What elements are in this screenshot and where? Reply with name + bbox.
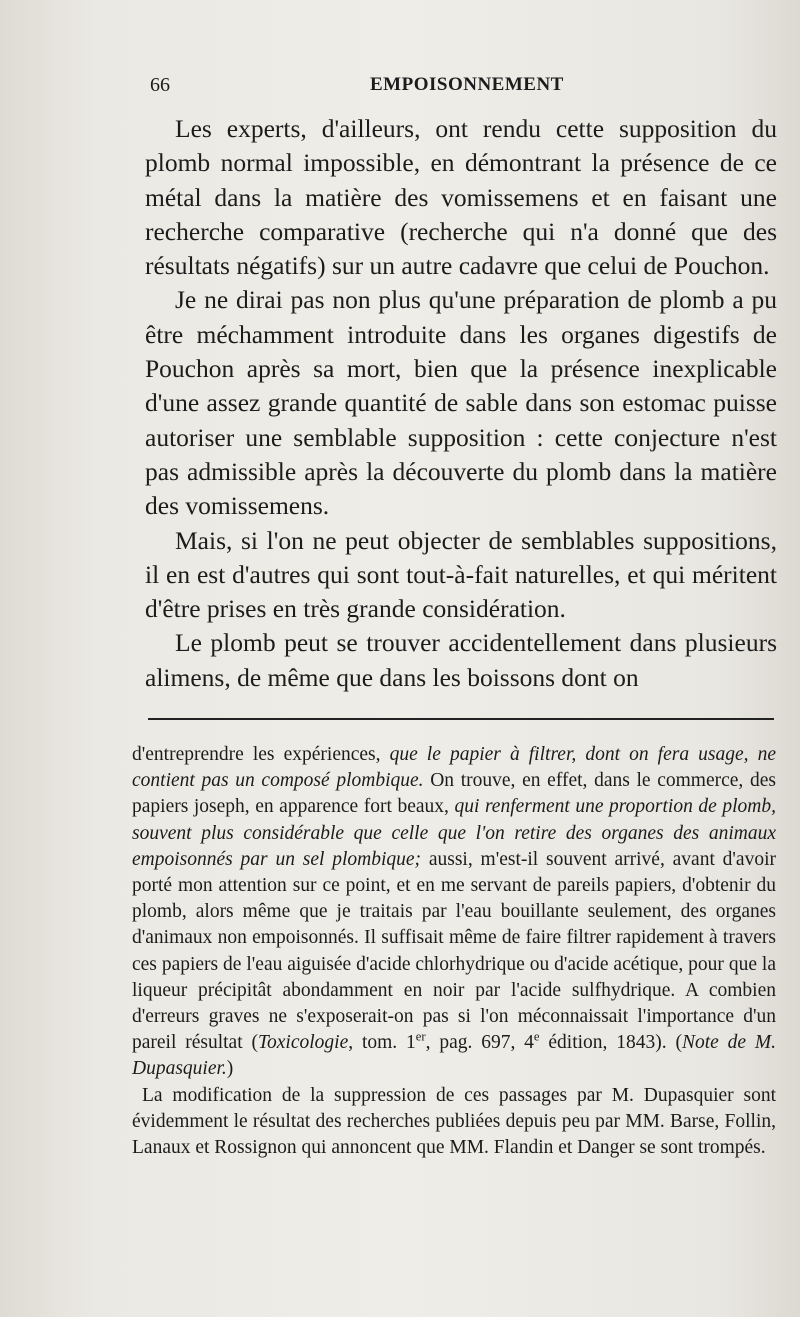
- footnote-1-italic-d: qui renferment une proportion de plomb, souvent plus considérable que celle que l'on retire des organes des animaux empoisonnés par un sel plombique;: [132, 796, 776, 870]
- footnote-1-italic-f: Toxicologie: [257, 1032, 349, 1054]
- running-head: EMPOISONNEMENT: [370, 74, 564, 95]
- paragraph-2: Je ne dirai pas non plus qu'une préparation de plomb a pu être méchamment introduite dans les organes digestifs de Pouchon après sa mort, bien que la présence inexplicable d'une assez grande quantité de sable dans son estomac puisse autoriser une semblable supposition : cette conjecture n'est pas admissible après la découverte du plomb dans la matière des vomissemens.: [145, 285, 777, 521]
- page-number: 66: [150, 74, 170, 96]
- paragraph-4: Le plomb peut se trouver accidentellement dans plusieurs alimens, de même que dans les boissons dont on: [145, 628, 777, 692]
- page-header: [150, 74, 780, 104]
- footnote-1: [132, 742, 776, 1083]
- footnote-1-text-g: , tom. 1: [348, 1032, 416, 1054]
- footnote-1-text-a: d'entreprendre les expériences,: [132, 744, 390, 765]
- footnote-1-sup-h: e: [533, 1029, 540, 1044]
- paragraph-3: Mais, si l'on ne peut objecter de semblables suppositions, il en est d'autres qui sont tout-à-fait naturelles, et qui méritent d'être prises en très grande considération.: [145, 525, 777, 624]
- footnote-1-italic-j: Note de M. Dupasquier.: [132, 1032, 777, 1080]
- main-text: [145, 112, 777, 695]
- footnote-2: La modification de la suppression de ces passages par M. Dupasquier sont évidemment le résultat des recherches publiées depuis peu par MM. Barse, Follin, Lanaux et Rossignon qui annoncent que MM. Flandin et Danger se sont trompés.: [132, 1084, 776, 1159]
- footnote-rule: [148, 718, 774, 720]
- footnote-1-text-i: édition, 1843). (: [539, 1032, 682, 1054]
- footnote-1-text-h: , pag. 697, 4: [425, 1032, 534, 1054]
- footnote-block: [132, 742, 776, 1161]
- footnote-1-text-e: aussi, m'est-il souvent arrivé, avant d'avoir porté mon attention sur ce point, et en me servant de pareils papiers, d'obtenir du plomb, alors même que je traitais par l'eau bouillante seulement, des organes d'animaux non empoisonnés. Il suffisait même de faire filtrer rapidement à travers ces papiers de l'eau aiguisée d'acide chlorhydrique ou d'acide acétique, pour que la liqueur précipitât abondamment en noir par l'acide sulfhydrique. A combien d'erreurs graves ne s'exposerait-on pas si l'on méconnaissait l'importance d'un pareil résultat (: [132, 848, 776, 1054]
- footnote-1-sup-g: er: [415, 1029, 426, 1044]
- footnote-1-italic-b: que le papier à filtrer, dont on fera usage, ne contient pas un composé plombique.: [132, 744, 776, 792]
- paragraph-1: Les experts, d'ailleurs, ont rendu cette supposition du plomb normal impossible, en démontrant la présence de ce métal dans la matière des vomissemens et en faisant une recherche comparative (recherche qui n'a donné que des résultats négatifs) sur un autre cadavre que celui de Pouchon.: [145, 114, 777, 281]
- footnote-1-text-c: On trouve, en effet, dans le commerce, des papiers joseph, en apparence fort beaux,: [132, 770, 776, 818]
- footnote-1-text-k: ): [226, 1058, 234, 1080]
